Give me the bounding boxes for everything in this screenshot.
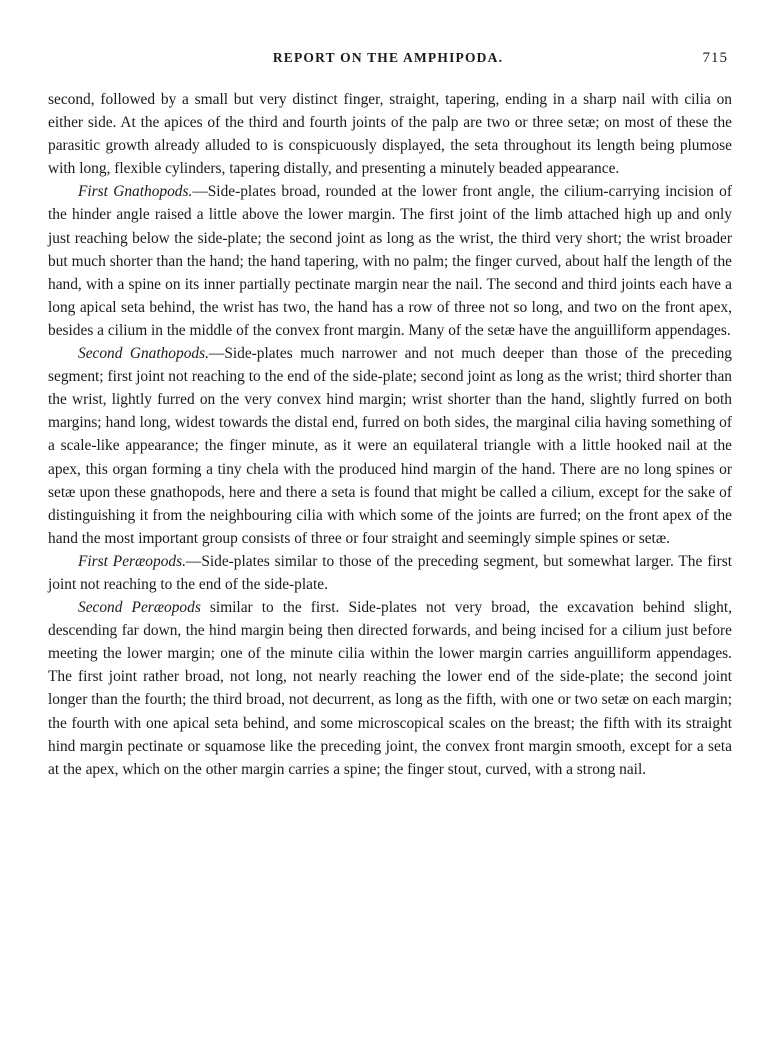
section-heading-second-peraeopods: Second Peræopods <box>78 599 201 617</box>
paragraph-text: similar to the first. Side-plates not very broad, the excavation behind slight, descending far down, the hind margin being then directed forwards, and being incised for a cilium just before meeting the lower margin; one of the minute cilia within the lower margin carries anguilliform appendages. The first joint rather broad, not long, not nearly reaching the lower end of the side-plate; the second joint longer than the fourth; the third broad, not decurrent, as long as the fifth, with one or two setæ on each margin; the fourth with one apical seta behind, and some microscopical scales on the breast; the fifth with its straight hind margin pectinate or squamose like the preceding joint, the convex front margin smooth, except for a seta at the apex, which on the other margin carries a spine; the finger stout, curved, with a strong nail. <box>48 599 732 778</box>
running-title: REPORT ON THE AMPHIPODA. <box>272 50 504 65</box>
paragraph-second-peraeopods <box>48 596 732 781</box>
paragraph-text: —Side-plates broad, rounded at the lower front angle, the cilium-carrying incision of the hinder angle raised a little above the lower margin. The first joint of the limb attached high up and only just reaching below the side-plate; the second joint as long as the wrist, the third very short; the wrist broader but much shorter than the hand; the hand tapering, with no palm; the finger curved, about half the length of the hand, with a spine on its inner partially pectinate margin near the nail. The second and third joints each have a long apical seta behind, the wrist has two, the hand has a row of three not so long, and two on the front apex, besides a cilium in the middle of the convex front margin. Many of the setæ have the anguilliform appendages. <box>48 183 732 339</box>
body-text <box>48 88 732 781</box>
page-header <box>48 50 728 72</box>
page-number: 715 <box>702 50 728 66</box>
paragraph-second-gnathopods <box>48 342 732 550</box>
section-heading-second-gnathopods: Second Gnathopods. <box>78 345 209 363</box>
paragraph-mouthparts <box>48 88 732 180</box>
paragraph-text: second, followed by a small but very distinct finger, straight, tapering, ending in a sharp nail with cilia on either side. At the apices of the third and fourth joints of the palp are two or three setæ; on most of these the parasitic growth already alluded to is conspicuously displayed, the seta throughout its length being plumose with long, flexible cylinders, tapering distally, and presenting a minutely beaded appearance. <box>48 91 732 178</box>
section-heading-first-gnathopods: First Gnathopods. <box>78 183 193 201</box>
paragraph-first-peraeopods <box>48 550 732 596</box>
section-heading-first-peraeopods: First Peræopods. <box>78 552 186 570</box>
paragraph-text: —Side-plates much narrower and not much deeper than those of the preceding segment; first joint not reaching to the end of the side-plate; second joint as long as the wrist; third shorter than the wrist, lightly furred on the very convex hind margin; wrist shorter than the hand, slightly furred on both margins; hand long, widest towards the distal end, furred on both sides, the marginal cilia having something of a scale-like appearance; the finger minute, as it were an equilateral triangle with a little hooked nail at the apex, this organ forming a tiny chela with the produced hind margin of the hand. There are no long spines or setæ upon these gnathopods, here and there a seta is found that might be called a cilium, except for the sake of distinguishing it from the neighbouring cilia with which some of the joints are furred; on the front apex of the hand the most important group consists of three or four straight and seemingly simple spines or setæ. <box>48 345 732 547</box>
paragraph-text: —Side-plates similar to those of the preceding segment, but somewhat larger. The first joint not reaching to the end of the side-plate. <box>48 552 732 593</box>
paragraph-first-gnathopods <box>48 180 732 342</box>
